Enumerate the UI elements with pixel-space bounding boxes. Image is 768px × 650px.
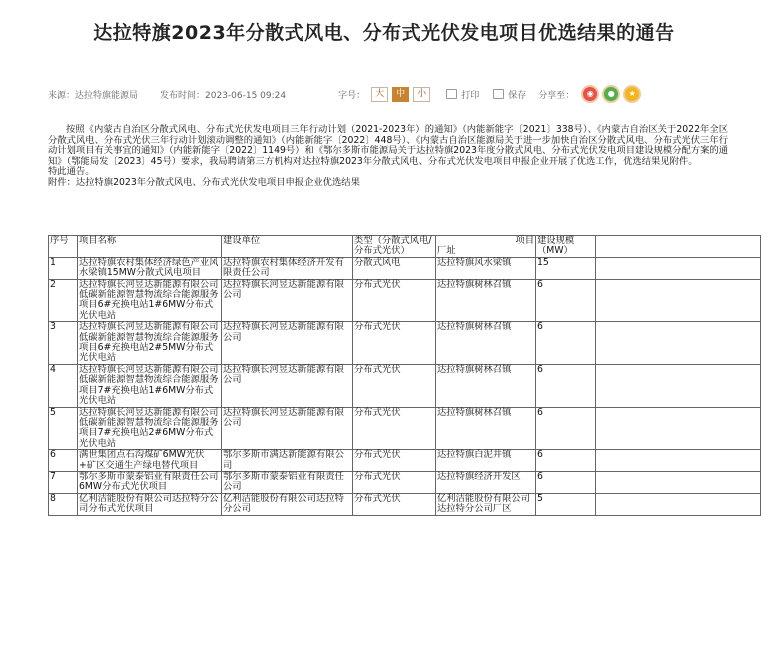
notice-line: 特此通告。: [48, 166, 95, 178]
wechat-share-icon[interactable]: ●: [602, 85, 620, 103]
header-blank: [596, 236, 761, 258]
cell-unit: 达拉特旗农村集体经济开发有限责任公司: [222, 257, 353, 279]
table-row: [49, 364, 761, 407]
printer-icon: [446, 89, 457, 99]
cell-unit: 鄂尔多斯市蒙泰铝业有限责任公司: [222, 471, 353, 493]
header-type: 类型（分散式风电/分布式光伏）: [353, 236, 436, 258]
header-site: [436, 236, 536, 258]
table-header-row: [49, 236, 761, 258]
save-label: 保存: [508, 90, 527, 101]
cell-scale: 15: [536, 257, 596, 279]
cell-type: 分散式风电: [353, 257, 436, 279]
cell-name: 亿利洁能股份有限公司达拉特分公司分布式光伏项目: [78, 493, 222, 515]
font-size-label: 字号：: [338, 90, 366, 101]
table-row: [49, 322, 761, 365]
article-body: [48, 125, 728, 189]
cell-type: 分布式光伏: [353, 364, 436, 407]
cell-blank: [596, 407, 761, 450]
cell-site: 达拉特旗风水梁镇: [436, 257, 536, 279]
print-label: 打印: [461, 90, 480, 101]
cell-unit: 达拉特旗长河昱达新能源有限公司: [222, 364, 353, 407]
cell-unit: 达拉特旗长河昱达新能源有限公司: [222, 322, 353, 365]
cell-no: 4: [49, 364, 78, 407]
cell-type: 分布式光伏: [353, 322, 436, 365]
cell-scale: 6: [536, 450, 596, 472]
cell-name: 鄂尔多斯市蒙泰铝业有限责任公司6MW分布式光伏项目: [78, 471, 222, 493]
cell-name: 达拉特旗长河昱达新能源有限公司低碳新能源智慧物流综合能源服务项目7#充换电站2#6MW分布式光伏电站: [78, 407, 222, 450]
header-unit: 建设单位: [222, 236, 353, 258]
cell-no: 5: [49, 407, 78, 450]
cell-unit: 鄂尔多斯市满达新能源有限公司: [222, 450, 353, 472]
article-paragraph: 按照《内蒙古自治区分散式风电、分布式光伏发电项目三年行动计划（2021-2023年）的通知》（内能新能字〔2021〕338号）、《内蒙古自治区关于2022年全区分散式风电、分布式光伏三年行动计划滚动调整的通知》（内能新能字〔2022〕448号）、《内蒙古自治区能源局关于进一步加快自治区分散式风电、分布式光伏三年行动计划项目有关事宜的通知》（内能新能字〔2022〕1149号）和《鄂尔多斯市能源局关于达拉特旗2023年度分散式风电、分布式光伏发电项目建设规模分配方案的通知》（鄂能局发〔2023〕45号）要求，我局聘请第三方机构对达拉特旗2023年分散式风电、分布式光伏发电项目申报企业开展了优选工作，优选结果见附件。: [48, 124, 728, 167]
cell-blank: [596, 322, 761, 365]
cell-no: 7: [49, 471, 78, 493]
print-button[interactable]: [446, 88, 479, 101]
cell-scale: 6: [536, 322, 596, 365]
cell-no: 1: [49, 257, 78, 279]
results-table: [48, 235, 761, 516]
header-site-bottom: 厂址: [437, 245, 456, 257]
cell-no: 3: [49, 322, 78, 365]
header-name: 项目名称: [78, 236, 222, 258]
cell-type: 分布式光伏: [353, 407, 436, 450]
qzone-share-icon[interactable]: ★: [623, 85, 641, 103]
cell-blank: [596, 257, 761, 279]
cell-unit: 达拉特旗长河昱达新能源有限公司: [222, 407, 353, 450]
cell-site: 亿利洁能股份有限公司达拉特分公司厂区: [436, 493, 536, 515]
cell-name: 达拉特旗农村集体经济绿色产业风水梁镇15MW分散式风电项目: [78, 257, 222, 279]
cell-site: 达拉特旗树林召镇: [436, 279, 536, 322]
cell-scale: 6: [536, 471, 596, 493]
share-label: 分享至：: [538, 90, 575, 101]
header-no: 序号: [49, 236, 78, 258]
cell-site: 达拉特旗树林召镇: [436, 407, 536, 450]
cell-site: 达拉特旗树林召镇: [436, 364, 536, 407]
table-row: [49, 407, 761, 450]
cell-type: 分布式光伏: [353, 279, 436, 322]
font-size-large-button[interactable]: 大: [371, 87, 388, 102]
cell-type: 分布式光伏: [353, 471, 436, 493]
cell-scale: 5: [536, 493, 596, 515]
cell-blank: [596, 493, 761, 515]
cell-unit: 达拉特旗长河昱达新能源有限公司: [222, 279, 353, 322]
table-row: [49, 450, 761, 472]
cell-name: 达拉特旗长河昱达新能源有限公司低碳新能源智慧物流综合能源服务项目6#充换电站1#6MW分布式光伏电站: [78, 279, 222, 322]
cell-blank: [596, 471, 761, 493]
cell-no: 8: [49, 493, 78, 515]
cell-name: 满世集团点石沟煤矿6MW光伏+矿区交通生产绿电替代项目: [78, 450, 222, 472]
cell-scale: 6: [536, 407, 596, 450]
header-site-top: 项目: [515, 235, 534, 246]
attachment-line: 附件：达拉特旗2023年分散式风电、分布式光伏发电项目申报企业优选结果: [48, 176, 360, 188]
cell-no: 2: [49, 279, 78, 322]
cell-site: 达拉特旗树林召镇: [436, 322, 536, 365]
cell-site: 达拉特旗经济开发区: [436, 471, 536, 493]
font-size-medium-button[interactable]: 中: [392, 87, 409, 102]
cell-name: 达拉特旗长河昱达新能源有限公司低碳新能源智慧物流综合能源服务项目6#充换电站2#5MW分布式光伏电站: [78, 322, 222, 365]
cell-blank: [596, 450, 761, 472]
article-meta-bar: [48, 83, 728, 105]
cell-blank: [596, 364, 761, 407]
table-row: [49, 471, 761, 493]
page-title: 达拉特旗2023年分散式风电、分布式光伏发电项目优选结果的通告: [93, 22, 675, 44]
cell-scale: 6: [536, 279, 596, 322]
cell-scale: 6: [536, 364, 596, 407]
table-row: [49, 493, 761, 515]
source-text: 来源：达拉特旗能源局: [48, 90, 139, 101]
table-row: [49, 279, 761, 322]
cell-type: 分布式光伏: [353, 493, 436, 515]
save-button[interactable]: [493, 88, 526, 101]
cell-unit: 亿利洁能股份有限公司达拉特分公司: [222, 493, 353, 515]
publish-time: 发布时间：2023-06-15 09:24: [160, 90, 287, 101]
table-row: [49, 257, 761, 279]
cell-name: 达拉特旗长河昱达新能源有限公司低碳新能源智慧物流综合能源服务项目7#充换电站1#6MW分布式光伏电站: [78, 364, 222, 407]
cell-blank: [596, 279, 761, 322]
save-icon: [493, 89, 504, 99]
cell-no: 6: [49, 450, 78, 472]
cell-site: 达拉特旗白泥井镇: [436, 450, 536, 472]
font-size-small-button[interactable]: 小: [413, 87, 430, 102]
cell-type: 分布式光伏: [353, 450, 436, 472]
weibo-share-icon[interactable]: ◉: [581, 85, 599, 103]
header-scale: 建设规模（MW）: [536, 236, 596, 258]
